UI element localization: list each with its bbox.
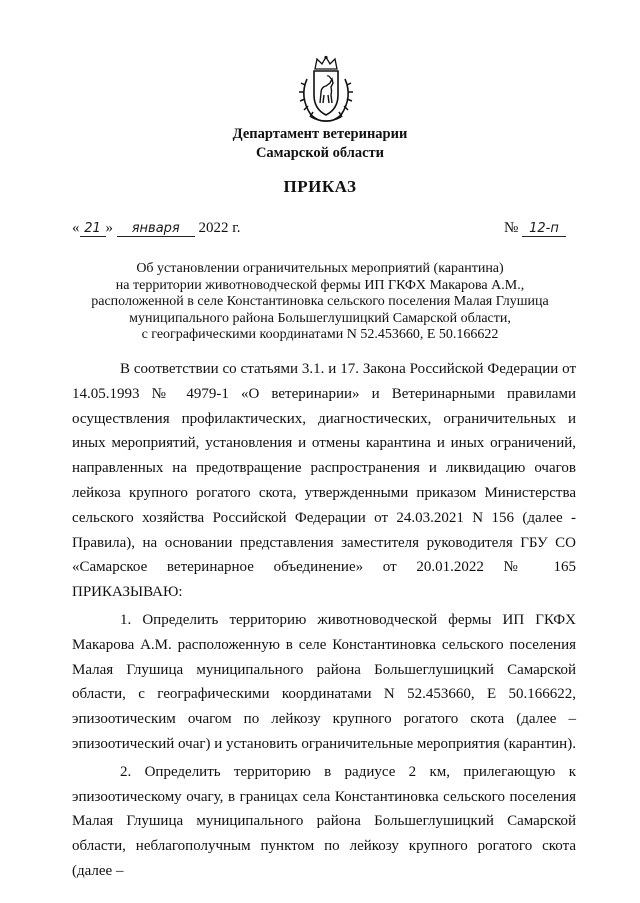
subject-line: Об установлении ограничительных мероприятий (карантина) <box>136 261 504 276</box>
number-sign: № <box>503 220 519 236</box>
document-title: ПРИКАЗ <box>283 177 357 196</box>
order-item-1: 1. Определить территорию животноводческой фермы ИП ГКФХ Макарова А.М. расположенную в селе Константиновка сельского поселения Малая Глушица муниципального района Большеглушицкий Самарской области, с географическими координатами N 52.453660, E 50.166622, эпизоотическим очагом по лейкозу крупного рогатого скота (далее – эпизоотический очаг) и установить ограничительные мероприятия (карантин). <box>72 611 576 752</box>
subject-line: с географическими координатами N 52.453660, E 50.166622 <box>141 327 499 342</box>
date-open-quote: « <box>72 220 80 236</box>
date-month: января <box>117 221 195 237</box>
date-day: 21 <box>80 221 106 237</box>
document-date <box>72 220 240 237</box>
department-line-1: Департамент ветеринарии <box>232 126 408 142</box>
number-value: 12-п <box>522 221 566 237</box>
date-year: 2022 г. <box>198 220 241 236</box>
samara-coat-of-arms-icon <box>293 55 359 125</box>
date-close-quote: » <box>105 220 113 236</box>
subject-line: расположенной в селе Константиновка сельского поселения Малая Глушица <box>91 294 549 309</box>
document-body <box>72 357 576 884</box>
document-number <box>504 220 566 237</box>
order-item-2: 2. Определить территорию в радиусе 2 км, прилегающую к эпизоотическому очагу, в границах села Константиновка сельского поселения Малая Глушица муниципального района Большеглушицкий Самарской области, неблагополучным пунктом по лейкозу крупного рогатого скота (далее – <box>72 763 576 879</box>
department-name <box>0 125 640 163</box>
document-subject <box>0 261 640 344</box>
preamble-paragraph: В соответствии со статьями 3.1. и 17. Закона Российской Федерации от 14.05.1993 № 4979-1 «О ветеринарии» и Ветеринарными правилами осуществления профилактических, диагностических, ограничительных и иных мероприятий, установления и отмены карантина и иных ограничений, направленных на предотвращение распространения и ликвидацию очагов лейкоза крупного рогатого скота, утвержденными приказом Министерства сельского хозяйства Российской Федерации от 24.03.2021 N 156 (далее - Правила), на основании представления заместителя руководителя ГБУ СО «Самарское ветеринарное объединение» от 20.01.2022 № 165 ПРИКАЗЫВАЮ: <box>72 361 576 601</box>
subject-line: на территории животноводческой фермы ИП ГКФХ Макарова А.М., <box>115 277 525 293</box>
department-line-2: Самарской области <box>255 145 385 161</box>
subject-line: муниципального района Большеглушицкий Самарской области, <box>129 310 511 326</box>
